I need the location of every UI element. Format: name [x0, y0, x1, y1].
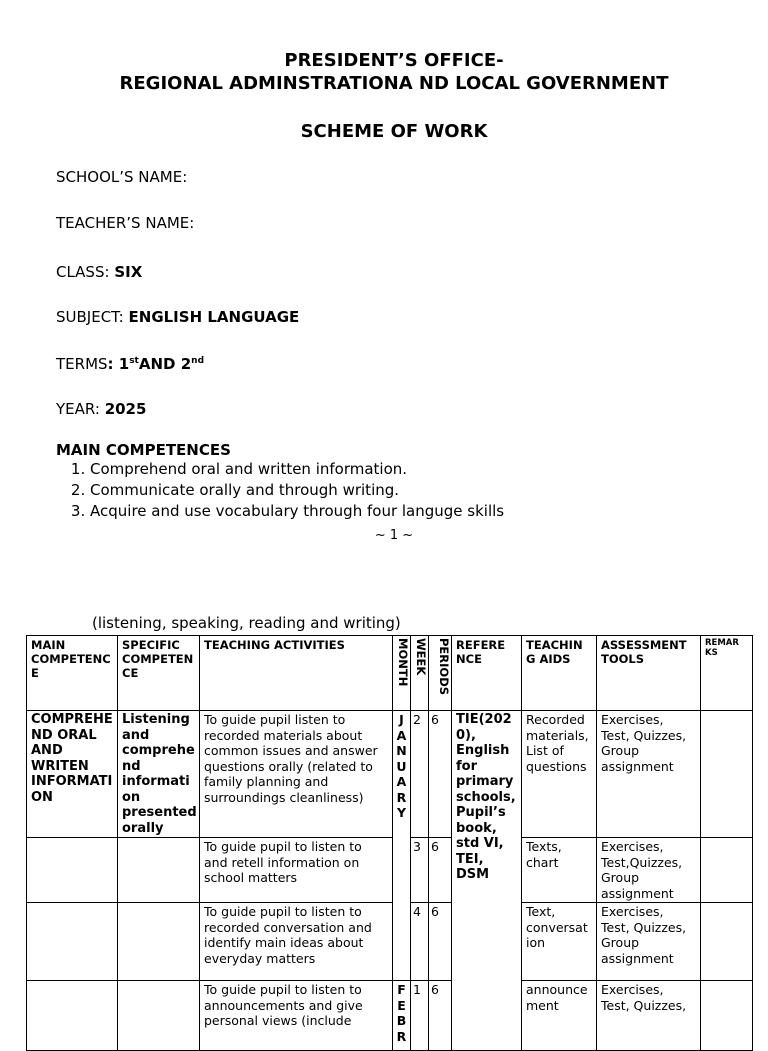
main-competence-cell: COMPREHE ND ORAL AND WRITEN INFORMATI ON: [27, 711, 118, 838]
header-specific-competence: SPECIFIC COMPETEN CE: [118, 636, 200, 711]
periods-cell: 6: [429, 903, 452, 981]
table-header-row: [27, 636, 753, 711]
remarks-cell: [701, 838, 753, 903]
week-cell: 4: [411, 903, 429, 981]
activity-cell: To guide pupil to listen to and retell information on school matters: [200, 838, 393, 903]
header-reference: REFERE NCE: [452, 636, 522, 711]
main-competence-cell: [27, 981, 118, 1051]
year-field: [56, 400, 146, 418]
school-name-label: SCHOOL’S NAME:: [56, 168, 188, 186]
terms-label: TERMS: [56, 355, 108, 373]
aids-cell: Recorded materials, List of questions: [522, 711, 597, 838]
aids-cell: announce ment: [522, 981, 597, 1051]
year-value: 2025: [104, 400, 147, 418]
aids-cell: Text, conversat ion: [522, 903, 597, 981]
terms-value-1: : 1: [107, 355, 130, 373]
competence-item: 3. Acquire and use vocabulary through four languge skills: [90, 501, 504, 522]
scheme-of-work-table: [26, 635, 753, 1051]
header-teaching-aids: TEACHIN G AIDS: [522, 636, 597, 711]
assessment-cell: Exercises, Test, Quizzes, Group assignment: [597, 903, 701, 981]
specific-competence-cell: [118, 838, 200, 903]
table-row: [27, 903, 753, 981]
header-main-competence: MAIN COMPETENC E: [27, 636, 118, 711]
week-cell: 3: [411, 838, 429, 903]
competences-list: [62, 459, 504, 522]
subject-label: SUBJECT:: [56, 308, 129, 326]
main-competence-cell: [27, 838, 118, 903]
office-heading: PRESIDENT’S OFFICE-: [284, 50, 504, 71]
header-week: WEEK: [411, 636, 429, 711]
activity-cell: To guide pupil to listen to announcements and give personal views (include: [200, 981, 393, 1051]
assessment-cell: Exercises, Test, Quizzes, Group assignment: [597, 711, 701, 838]
specific-competence-cell: [118, 981, 200, 1051]
teacher-name-label: TEACHER’S NAME:: [56, 214, 195, 232]
table-row: [27, 981, 753, 1051]
subject-field: [56, 308, 299, 326]
class-value: SIX: [114, 263, 143, 281]
competence-item: 2. Communicate orally and through writing.: [90, 480, 504, 501]
competences-heading: MAIN COMPETENCES: [56, 441, 231, 459]
assessment-cell: Exercises, Test, Quizzes,: [597, 981, 701, 1051]
terms-field: [56, 355, 204, 373]
specific-competence-cell: [118, 903, 200, 981]
header-periods: PERIODS: [429, 636, 452, 711]
teacher-name-field: [56, 214, 194, 232]
header-assessment-tools: ASSESSMENT TOOLS: [597, 636, 701, 711]
remarks-cell: [701, 903, 753, 981]
table-row: [27, 838, 753, 903]
aids-cell: Texts, chart: [522, 838, 597, 903]
terms-sup-2: nd: [191, 356, 205, 366]
week-cell: 2: [411, 711, 429, 838]
document-title: SCHEME OF WORK: [300, 121, 488, 142]
main-competence-cell: [27, 903, 118, 981]
reference-cell: TIE(202 0), English for primary schools, Pupil’s book, std VI, TEI, DSM: [452, 711, 522, 1051]
month-cell-february: F E B R: [393, 981, 411, 1051]
activity-cell: To guide pupil to listen to recorded conversation and identify main ideas about everyday matters: [200, 903, 393, 981]
periods-cell: 6: [429, 838, 452, 903]
continuation-note: (listening, speaking, reading and writing): [92, 614, 401, 632]
header-teaching-activities: TEACHING ACTIVITIES: [200, 636, 393, 711]
header-month: MONTH: [393, 636, 411, 711]
table-row: [27, 711, 753, 838]
competence-item: 1. Comprehend oral and written information.: [90, 459, 504, 480]
periods-cell: 6: [429, 711, 452, 838]
month-cell-january: J A N U A R Y: [393, 711, 411, 981]
subject-value: ENGLISH LANGUAGE: [128, 308, 300, 326]
remarks-cell: [701, 711, 753, 838]
class-label: CLASS:: [56, 263, 115, 281]
header-remarks: REMAR KS: [701, 636, 753, 711]
periods-cell: 6: [429, 981, 452, 1051]
terms-sup-1: st: [129, 356, 139, 366]
school-name-field: [56, 168, 187, 186]
year-label: YEAR:: [56, 400, 105, 418]
class-field: [56, 263, 142, 281]
activity-cell: To guide pupil listen to recorded materials about common issues and answer questions orally (related to family planning and surroundings cleanliness): [200, 711, 393, 838]
terms-value-2: AND 2: [138, 355, 192, 373]
assessment-cell: Exercises, Test,Quizzes, Group assignment: [597, 838, 701, 903]
remarks-cell: [701, 981, 753, 1051]
page-number: ~ 1 ~: [374, 528, 414, 543]
government-heading: REGIONAL ADMINSTRATIONA ND LOCAL GOVERNMENT: [119, 73, 669, 94]
specific-competence-cell: Listening and comprehe nd informati on presented orally: [118, 711, 200, 838]
week-cell: 1: [411, 981, 429, 1051]
